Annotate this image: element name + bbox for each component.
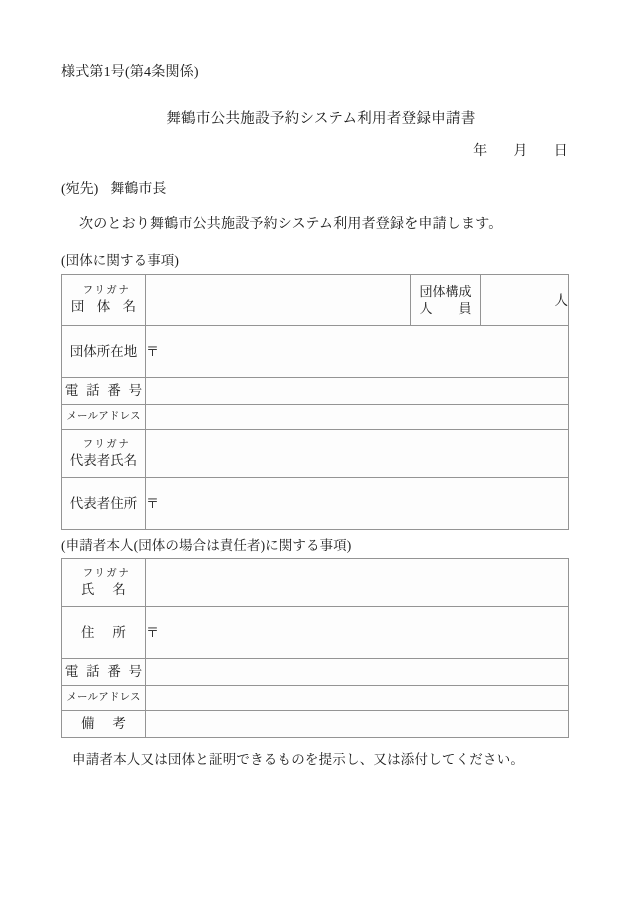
person-address-label-cell [62,607,146,659]
postal-mark-icon: 〒 [146,625,160,640]
group-name-furigana-label: フリガナ [82,285,131,296]
group-email-input[interactable] [146,405,569,430]
postal-mark-icon: 〒 [146,344,160,359]
date-entry-line [473,143,568,161]
representative-address-label: 代表者住所 [69,495,138,511]
representative-name-label: 代表者氏名 [69,452,138,468]
table-row [62,430,569,478]
table-row [62,405,569,430]
person-email-input[interactable] [146,686,569,711]
table-row [62,378,569,405]
addressee-label: (宛先) [61,182,99,197]
person-name-label: 氏 名 [81,581,129,597]
group-address-label: 団体所在地 [69,343,138,359]
group-phone-label: 電 話 番 号 [64,383,145,398]
member-count-label-cell [411,275,481,326]
person-phone-label: 電 話 番 号 [64,664,145,679]
representative-address-label-cell [62,478,146,530]
postal-mark-icon: 〒 [146,496,160,511]
applicant-information-table [61,558,569,738]
member-count-input[interactable] [481,275,569,326]
person-phone-label-cell [62,659,146,686]
group-email-label: メールアドレス [66,411,141,422]
table-row [62,275,569,326]
remarks-input[interactable] [146,711,569,738]
group-name-label: 団 体 名 [70,299,141,314]
person-address-label: 住 所 [81,624,129,640]
person-phone-input[interactable] [146,659,569,686]
table-row [62,326,569,378]
date-day-label: 日 [553,144,568,159]
member-count-unit: 人 [554,292,568,308]
date-month-label: 月 [513,144,528,159]
group-email-label-cell [62,405,146,430]
group-phone-input[interactable] [146,378,569,405]
representative-name-input[interactable] [146,430,569,478]
lead-statement: 次のとおり舞鶴市公共施設予約システム利用者登録を申請します。 [79,217,503,232]
group-address-input[interactable] [146,326,569,378]
representative-name-furigana-label: フリガナ [82,438,131,450]
form-number: 様式第1号(第4条関係) [61,65,199,80]
table-row [62,559,569,607]
addressee-name: 舞鶴市長 [110,182,167,197]
footnote: 申請者本人又は団体と証明できるものを提示し、又は添付してください。 [72,752,525,767]
remarks-label-cell [62,711,146,738]
person-section-heading: (申請者本人(団体の場合は責任者)に関する事項) [61,538,352,553]
addressee [61,180,166,199]
table-row [62,607,569,659]
table-row [62,478,569,530]
representative-name-label-cell [62,430,146,478]
group-information-table [61,274,569,530]
person-address-input[interactable] [146,607,569,659]
group-name-label-cell [62,275,146,326]
person-email-label-cell [62,686,146,711]
group-section-heading: (団体に関する事項) [61,253,179,268]
table-row [62,686,569,711]
group-address-label-cell [62,326,146,378]
person-email-label: メールアドレス [66,692,141,703]
remarks-label: 備 考 [81,716,129,731]
person-name-input[interactable] [146,559,569,607]
date-year-label: 年 [473,144,488,159]
group-name-input[interactable] [146,275,411,326]
representative-address-input[interactable] [146,478,569,530]
group-phone-label-cell [62,378,146,405]
member-count-label-line1: 団体構成 [419,284,472,299]
table-row [62,659,569,686]
member-count-label-line2: 人 員 [419,301,472,316]
document-title: 舞鶴市公共施設予約システム利用者登録申請書 [166,111,476,127]
person-name-label-cell [62,559,146,607]
person-name-furigana-label: フリガナ [82,567,131,579]
table-row [62,711,569,738]
